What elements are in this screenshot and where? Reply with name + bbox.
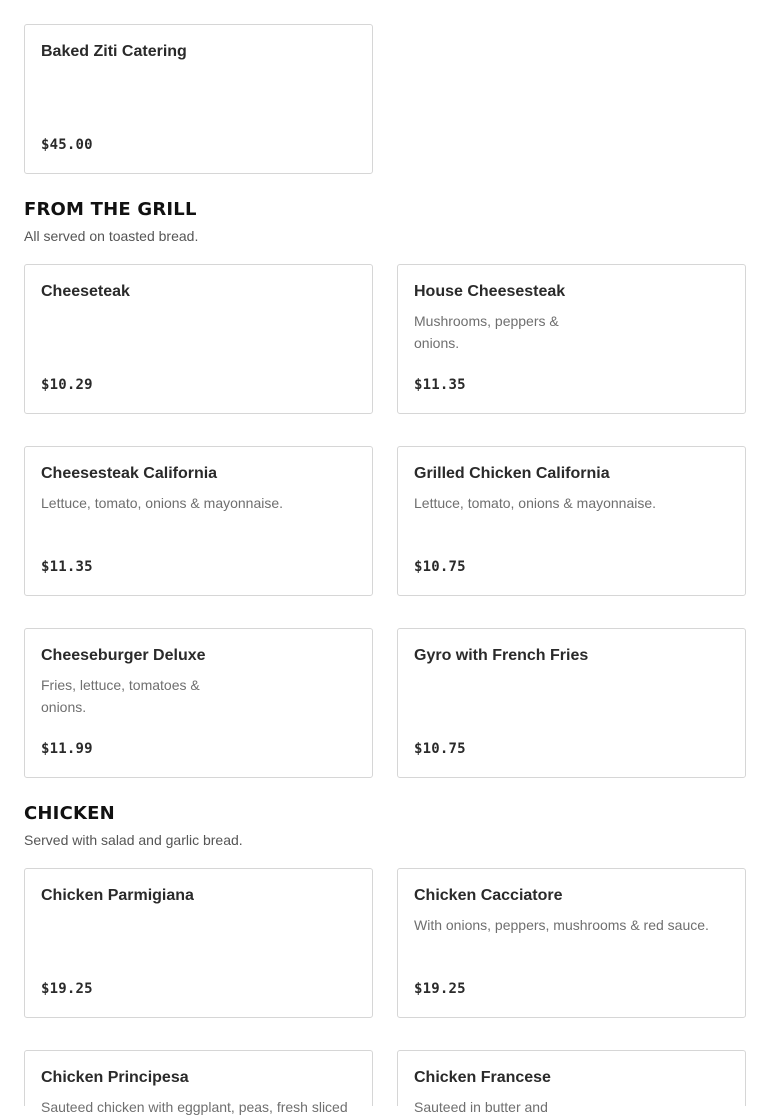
section-subtitle-chicken: Served with salad and garlic bread. bbox=[24, 832, 243, 848]
menu-item-description: Sauteed chicken with eggplant, peas, fresh sliced bbox=[41, 1099, 348, 1115]
menu-item-card[interactable] bbox=[24, 628, 373, 778]
section-title-chicken: CHICKEN bbox=[24, 803, 115, 824]
menu-item-name: Cheesesteak California bbox=[41, 465, 218, 482]
menu-item-description: Lettuce, tomato, onions & mayonnaise. bbox=[41, 495, 284, 511]
menu-item-card[interactable] bbox=[397, 868, 746, 1018]
menu-item-name: Chicken Cacciatore bbox=[414, 887, 563, 904]
menu-item-card[interactable] bbox=[397, 264, 746, 414]
menu-item-name: Cheeseteak bbox=[41, 283, 130, 300]
menu-item-card[interactable] bbox=[24, 868, 373, 1018]
menu-item-name: Grilled Chicken California bbox=[414, 465, 610, 482]
menu-item-price: $19.25 bbox=[41, 981, 93, 997]
menu-item-price: $11.35 bbox=[41, 559, 93, 575]
menu-item-name: Chicken Parmigiana bbox=[41, 887, 194, 904]
menu-item-price: $10.75 bbox=[414, 559, 466, 575]
menu-item-price: $11.99 bbox=[41, 741, 93, 757]
section-title-grill: FROM THE GRILL bbox=[24, 199, 197, 220]
menu-item-card[interactable] bbox=[24, 446, 373, 596]
menu-item-card[interactable] bbox=[397, 1050, 746, 1115]
menu-item-price: $19.25 bbox=[414, 981, 466, 997]
menu-item-name: Baked Ziti Catering bbox=[41, 43, 187, 60]
menu-item-name: Gyro with French Fries bbox=[414, 647, 589, 664]
menu-item-description: Mushrooms, peppers & onions. bbox=[414, 313, 559, 351]
menu-item-price: $10.75 bbox=[414, 741, 466, 757]
menu-item-card[interactable] bbox=[397, 446, 746, 596]
menu-item-card[interactable] bbox=[24, 1050, 373, 1115]
menu-item-description: With onions, peppers, mushrooms & red sauce. bbox=[414, 917, 709, 933]
menu-item-card[interactable] bbox=[397, 628, 746, 778]
menu-item-description: Lettuce, tomato, onions & mayonnaise. bbox=[414, 495, 657, 511]
menu-item-card[interactable] bbox=[24, 264, 373, 414]
menu-item-price: $45.00 bbox=[41, 137, 93, 153]
menu-item-name: Cheeseburger Deluxe bbox=[41, 647, 206, 664]
menu-item-description: Fries, lettuce, tomatoes & onions. bbox=[41, 677, 200, 715]
menu-item-name: Chicken Principesa bbox=[41, 1069, 189, 1086]
menu-item-price: $11.35 bbox=[414, 377, 466, 393]
section-subtitle-grill: All served on toasted bread. bbox=[24, 228, 199, 244]
menu-item-card[interactable] bbox=[24, 24, 373, 174]
menu-item-name: Chicken Francese bbox=[414, 1069, 551, 1086]
menu-item-name: House Cheesesteak bbox=[414, 283, 566, 300]
menu-item-price: $10.29 bbox=[41, 377, 93, 393]
menu-item-description: Sauteed in butter and bbox=[414, 1099, 548, 1115]
